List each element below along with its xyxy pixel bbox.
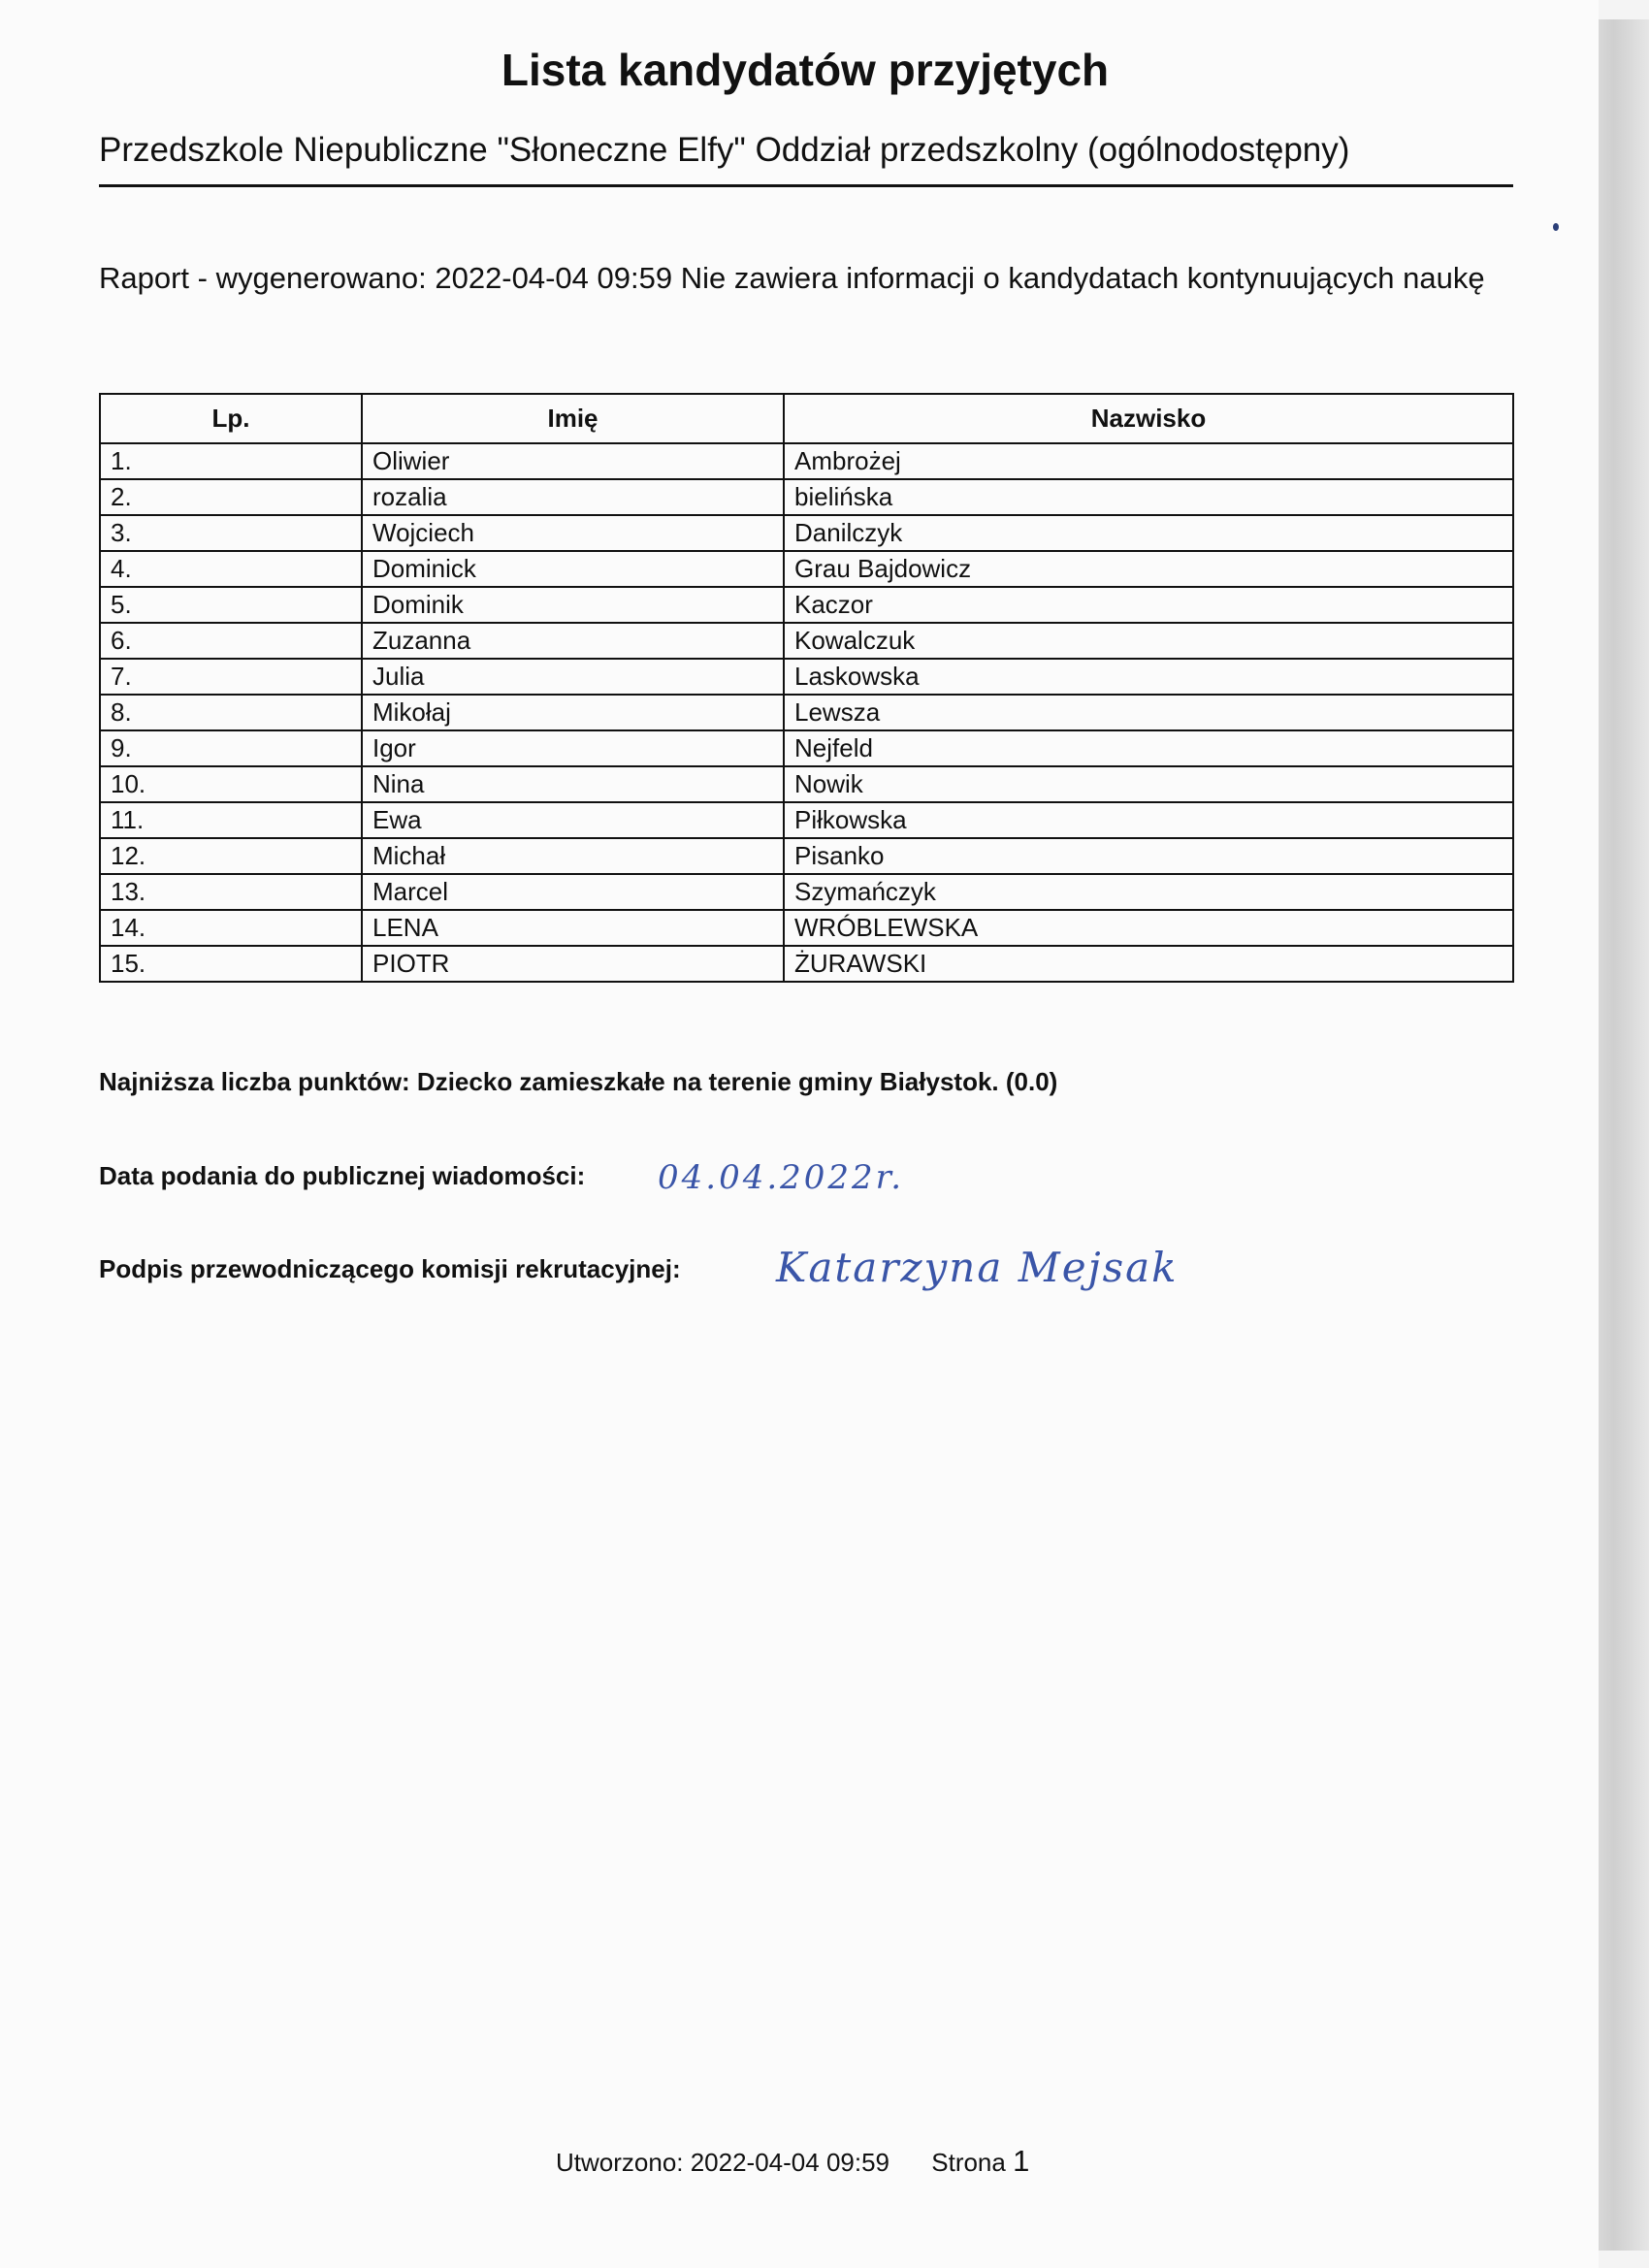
header-lp: Lp.: [100, 394, 362, 443]
row-lp: 13.: [100, 874, 362, 910]
created-timestamp: Utworzono: 2022-04-04 09:59: [556, 2148, 890, 2177]
row-last-name: WRÓBLEWSKA: [784, 910, 1513, 946]
row-last-name: Pisanko: [784, 838, 1513, 874]
row-first-name: Julia: [362, 659, 784, 695]
row-lp: 14.: [100, 910, 362, 946]
row-last-name: Szymańczyk: [784, 874, 1513, 910]
scan-edge-strip: [1599, 19, 1649, 2251]
page-footer: [556, 2144, 1029, 2179]
table-row: [100, 623, 1513, 659]
signature-label: Podpis przewodniczącego komisji rekrutacyjnej:: [99, 1254, 681, 1283]
row-first-name: Zuzanna: [362, 623, 784, 659]
row-last-name: Kaczor: [784, 587, 1513, 623]
chairman-signature: Katarzyna Mejsak: [776, 1244, 1179, 1291]
table-row: [100, 802, 1513, 838]
table-row: [100, 946, 1513, 982]
table-row: [100, 587, 1513, 623]
row-lp: 3.: [100, 515, 362, 551]
row-first-name: Ewa: [362, 802, 784, 838]
header-last-name: Nazwisko: [784, 394, 1513, 443]
row-last-name: Danilczyk: [784, 515, 1513, 551]
page-label: Strona: [931, 2148, 1006, 2177]
row-last-name: Grau Bajdowicz: [784, 551, 1513, 587]
row-lp: 10.: [100, 766, 362, 802]
row-last-name: bielińska: [784, 479, 1513, 515]
row-lp: 2.: [100, 479, 362, 515]
row-first-name: Dominik: [362, 587, 784, 623]
row-first-name: Dominick: [362, 551, 784, 587]
row-lp: 4.: [100, 551, 362, 587]
table-row: [100, 659, 1513, 695]
publication-date-label: Data podania do publicznej wiadomości:: [99, 1161, 586, 1190]
row-lp: 15.: [100, 946, 362, 982]
row-last-name: Nowik: [784, 766, 1513, 802]
row-last-name: Nejfeld: [784, 730, 1513, 766]
row-first-name: LENA: [362, 910, 784, 946]
row-lp: 1.: [100, 443, 362, 479]
row-lp: 8.: [100, 695, 362, 730]
row-last-name: Laskowska: [784, 659, 1513, 695]
table-row: [100, 695, 1513, 730]
row-last-name: Ambrożej: [784, 443, 1513, 479]
table-row: [100, 910, 1513, 946]
table-row: [100, 443, 1513, 479]
row-lp: 5.: [100, 587, 362, 623]
page-title: Lista kandydatów przyjętych: [501, 45, 1110, 95]
row-first-name: Mikołaj: [362, 695, 784, 730]
table-row: [100, 479, 1513, 515]
row-last-name: Lewsza: [784, 695, 1513, 730]
table-row: [100, 515, 1513, 551]
row-first-name: Michał: [362, 838, 784, 874]
page-indicator: [931, 2144, 1030, 2178]
row-first-name: Oliwier: [362, 443, 784, 479]
publication-date-handwritten: 04.04.2022r.: [658, 1158, 904, 1197]
row-first-name: PIOTR: [362, 946, 784, 982]
table-row: [100, 874, 1513, 910]
row-lp: 11.: [100, 802, 362, 838]
candidates-table: [99, 393, 1514, 983]
table-row: [100, 730, 1513, 766]
table-row: [100, 766, 1513, 802]
row-first-name: Marcel: [362, 874, 784, 910]
row-first-name: rozalia: [362, 479, 784, 515]
scan-speck: [1553, 223, 1559, 231]
report-info: Raport - wygenerowano: 2022-04-04 09:59 Nie zawiera informacji o kandydatach kontynuujących naukę: [99, 261, 1485, 295]
row-first-name: Igor: [362, 730, 784, 766]
row-lp: 12.: [100, 838, 362, 874]
lowest-points-note: Najniższa liczba punktów: Dziecko zamieszkałe na terenie gminy Białystok. (0.0): [99, 1067, 1058, 1096]
row-last-name: Kowalczuk: [784, 623, 1513, 659]
institution-subtitle: Przedszkole Niepubliczne "Słoneczne Elfy" Oddział przedszkolny (ogólnodostępny): [99, 131, 1350, 169]
page-number: 1: [1013, 2144, 1030, 2178]
row-lp: 7.: [100, 659, 362, 695]
table-row: [100, 551, 1513, 587]
header-first-name: Imię: [362, 394, 784, 443]
row-last-name: Piłkowska: [784, 802, 1513, 838]
row-lp: 6.: [100, 623, 362, 659]
row-first-name: Wojciech: [362, 515, 784, 551]
row-last-name: ŻURAWSKI: [784, 946, 1513, 982]
title-divider: [99, 184, 1513, 187]
table-header-row: [100, 394, 1513, 443]
row-lp: 9.: [100, 730, 362, 766]
row-first-name: Nina: [362, 766, 784, 802]
table-row: [100, 838, 1513, 874]
